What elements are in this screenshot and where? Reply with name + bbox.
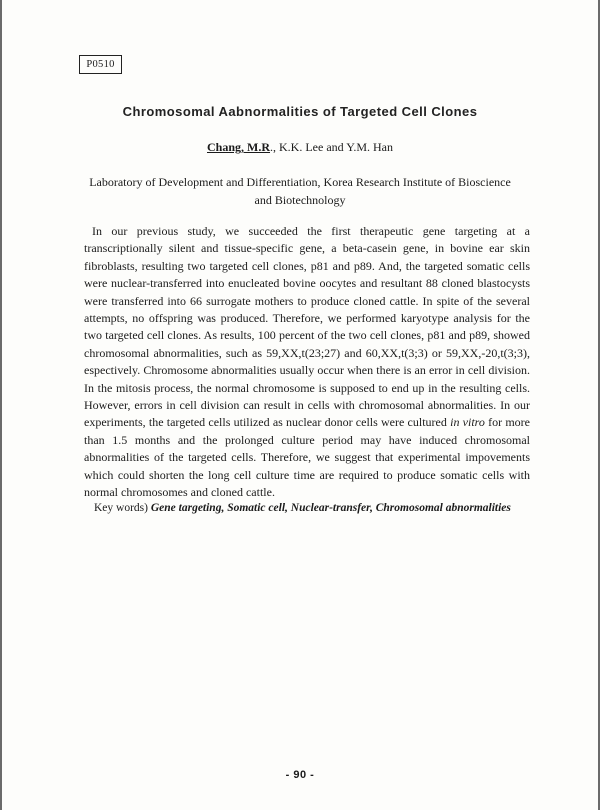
- abstract-code-box: P0510: [79, 55, 122, 74]
- paper-title: Chromosomal Aabnormalities of Targeted Cell Clones: [122, 104, 478, 119]
- abstract-text-part-1: In our previous study, we succeeded the first therapeutic gene targeting at a transcriptionally silent and tissue-specific gene, a beta-casein gene, in bovine ear skin fibroblasts, resulting two targeted cell clones, p81 and p89. And, the targeted somatic cells were nuclear-transferred into enucleated bovine oocytes and resultant 88 cloned blastocysts were transferred into 66 surrogate mothers to produce cloned cattle. In spite of the several attempts, no offspring was produced. Therefore, we performed karyotype analysis for the two targeted cell clones. As results, 100 percent of the two cell clones, p81 and p89, showed chromosomal abnormalities, such as 59,XX,t(23;27) and 60,XX,t(3;3) or 59,XX,-20,t(3;3), espectively. Chromosome abnormalities usually occur when there is an error in cell division. In the mitosis process, the normal chromosome is supposed to end up in the resulting cells. However, errors in cell division can result in cells with chromosomal abnormalities. In our experiments, the targeted cells utilized as nuclear donor cells were cultured: [84, 224, 530, 430]
- keywords-line: [94, 502, 511, 514]
- abstract-body: [84, 223, 530, 502]
- affiliation: [84, 174, 516, 209]
- keywords-list: Gene targeting, Somatic cell, Nuclear-transfer, Chromosomal abnormalities: [150, 502, 511, 514]
- keywords-label: Key words): [94, 502, 151, 514]
- co-authors: ., K.K. Lee and Y.M. Han: [270, 140, 393, 154]
- page-number: - 90 -: [285, 769, 315, 781]
- lead-author: Chang, M.R: [207, 140, 271, 154]
- affiliation-line-2: and Biotechnology: [254, 192, 346, 207]
- affiliation-line-1: Laboratory of Development and Differentiation, Korea Research Institute of Bioscience: [89, 175, 511, 189]
- abstract-text-part-2: for more than 1.5 months and the prolonged culture period may have induced chromosomal abnormalities of the targeted cells. Therefore, we suggest that experimental impovements which could shorten the long cell culture time are required to produce somatic cells with normal chromosomes and cloned cattle.: [84, 415, 530, 500]
- page-border-left: [0, 0, 2, 810]
- author-line: [0, 140, 600, 155]
- abstract-italic-term: in vitro: [450, 415, 485, 430]
